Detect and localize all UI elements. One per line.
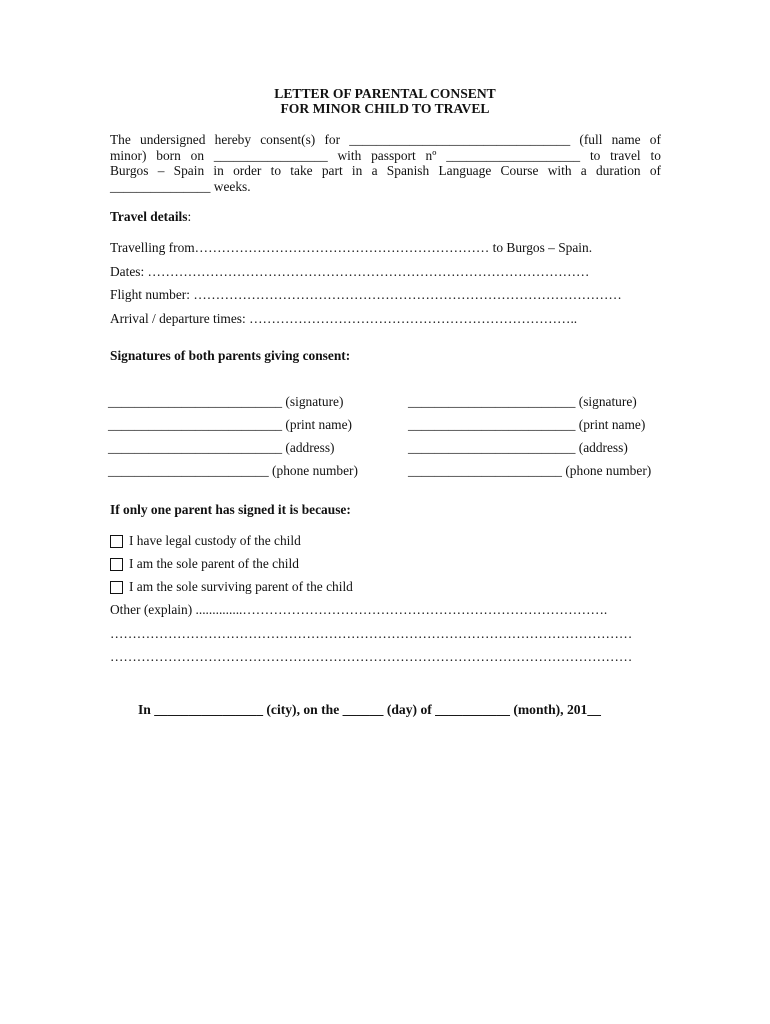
one-parent-heading: If only one parent has signed it is because: [110, 502, 351, 517]
travel-details-heading-text: Travel details [110, 209, 188, 224]
intro-paragraph [110, 132, 661, 194]
travel-details-heading [110, 209, 191, 225]
option-label: I am the sole surviving parent of the child [129, 579, 353, 594]
other-explain-field[interactable]: Other (explain) ..............………………………………………………………………………. [110, 602, 608, 617]
word: hereby [214, 132, 252, 147]
intro-line-4 [110, 179, 661, 195]
word: passport [371, 147, 416, 163]
flight-number-field[interactable]: Flight number: …………………………………………………………………………………… [110, 287, 622, 302]
parent2-address-field[interactable]: _________________________ (address) [408, 440, 628, 455]
word: Language [438, 163, 492, 179]
word: Burgos [110, 163, 149, 179]
sole-surviving-parent-option[interactable] [110, 579, 353, 595]
word: Spain [173, 163, 205, 179]
word: order [233, 163, 262, 179]
word: of [649, 163, 661, 179]
word: duration [595, 163, 641, 179]
word: to [589, 147, 601, 163]
duration-weeks-blank[interactable]: _______________ weeks. [110, 178, 251, 194]
arrival-departure-field[interactable]: Arrival / departure times: ……………………………………………………………….. [110, 311, 578, 326]
option-label: I have legal custody of the child [129, 533, 301, 548]
word: take [290, 163, 313, 179]
word: name [611, 132, 641, 147]
place-date-line[interactable]: In ________________ (city), on the ______ (day) of ___________ (month), 201__ [138, 702, 601, 717]
intro-line-3 [110, 163, 661, 179]
parent1-print-name-field[interactable]: __________________________ (print name) [108, 417, 352, 432]
travel-details-colon: : [187, 209, 192, 224]
word: on [190, 147, 205, 163]
word: with [337, 147, 362, 163]
word: to [650, 147, 661, 163]
word: minor) [110, 147, 147, 163]
word: travel [610, 147, 641, 163]
word: of [649, 132, 661, 147]
dates-field[interactable]: Dates: ……………………………………………………………………………………… [110, 264, 590, 279]
checkbox-icon[interactable] [110, 558, 123, 571]
word: Spanish [386, 163, 430, 179]
intro-line-1 [110, 132, 661, 148]
word: Course [500, 163, 539, 179]
word: in [213, 163, 224, 179]
minor-name-blank[interactable]: _________________________________ [349, 132, 571, 147]
parent1-phone-field[interactable]: ________________________ (phone number) [108, 463, 358, 478]
word: nº [425, 147, 437, 163]
passport-number-blank[interactable]: ____________________ [446, 147, 581, 163]
word: The [110, 132, 131, 147]
checkbox-icon[interactable] [110, 535, 123, 548]
parent2-signature-field[interactable]: _________________________ (signature) [408, 394, 637, 409]
intro-line-2 [110, 148, 661, 164]
other-explain-line-2[interactable]: ……………………………………………………………………………………………………… [110, 626, 633, 641]
document-subtitle: FOR MINOR CHILD TO TRAVEL [280, 101, 490, 116]
travelling-from-field[interactable]: Travelling from………………………………………………………… to Burgos – Spain. [110, 240, 593, 255]
word: to [270, 163, 282, 179]
word: a [580, 163, 587, 179]
parent1-address-field[interactable]: __________________________ (address) [108, 440, 335, 455]
sole-parent-option[interactable] [110, 556, 299, 572]
word: undersigned [140, 132, 206, 147]
word: – [157, 163, 165, 179]
word: (full [579, 132, 603, 147]
birth-date-blank[interactable]: _________________ [213, 147, 328, 163]
legal-custody-option[interactable] [110, 533, 301, 549]
parent2-print-name-field[interactable]: _________________________ (print name) [408, 417, 646, 432]
word: with [547, 163, 572, 179]
document-title: LETTER OF PARENTAL CONSENT [274, 86, 496, 101]
word: born [156, 147, 181, 163]
signatures-heading: Signatures of both parents giving consent: [110, 348, 351, 363]
word: a [371, 163, 378, 179]
word: in [351, 163, 363, 179]
word: part [321, 163, 343, 179]
word: for [324, 132, 341, 147]
other-explain-line-3[interactable]: ……………………………………………………………………………………………………… [110, 649, 633, 664]
word: consent(s) [260, 132, 316, 147]
parent2-phone-field[interactable]: _______________________ (phone number) [408, 463, 652, 478]
checkbox-icon[interactable] [110, 581, 123, 594]
parent1-signature-field[interactable]: __________________________ (signature) [108, 394, 344, 409]
option-label: I am the sole parent of the child [129, 556, 299, 571]
